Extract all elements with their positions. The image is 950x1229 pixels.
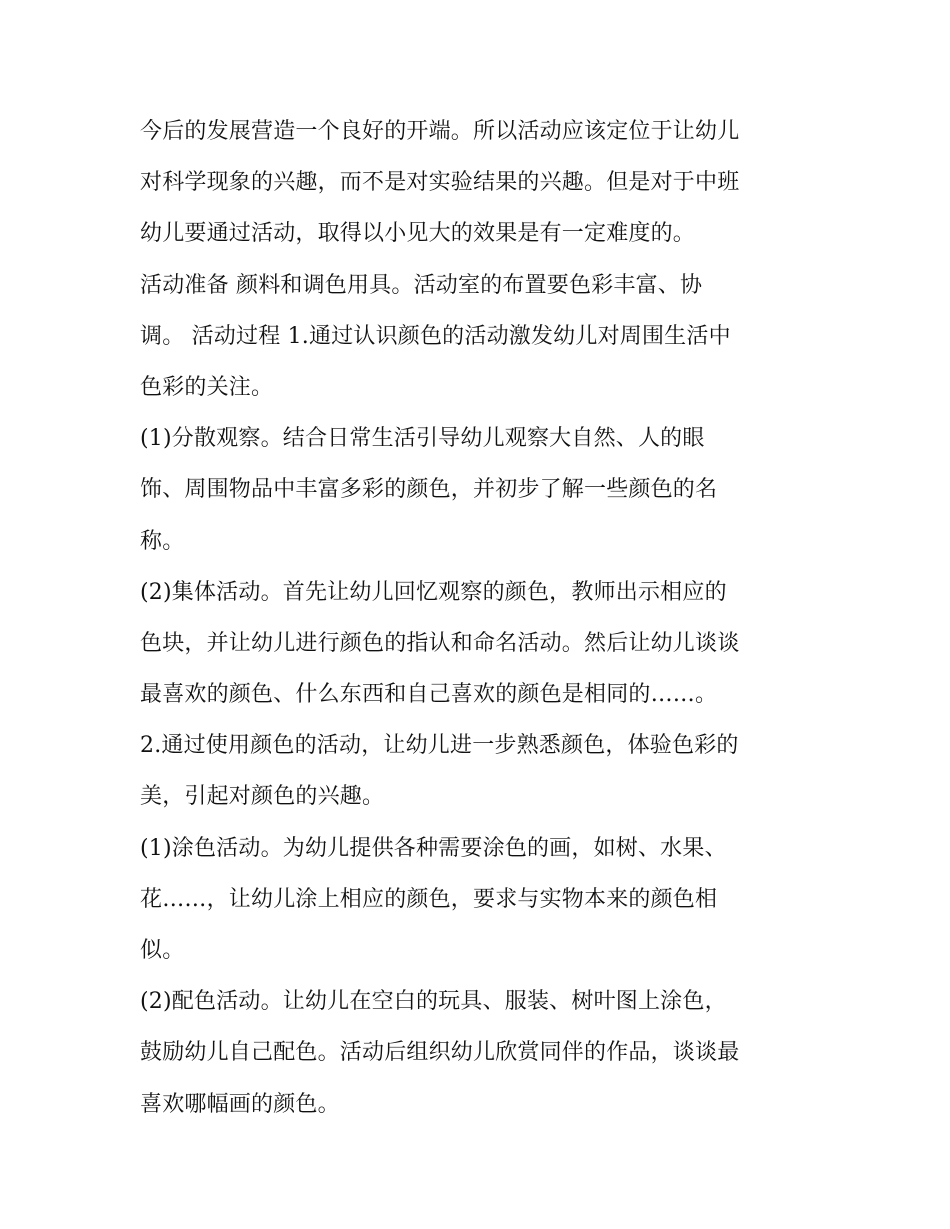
- text-line: 活动准备 颜料和调色用具。活动室的布置要色彩丰富、协: [140, 272, 703, 298]
- text-line: 调。 活动过程 1.通过认识颜色的活动激发幼儿对周围生活中: [140, 323, 731, 349]
- text-line: 称。: [140, 528, 185, 554]
- text-line: (2)集体活动。首先让幼儿回忆观察的颜色，教师出示相应的: [140, 579, 727, 605]
- text-line: 花……，让幼儿涂上相应的颜色，要求与实物本来的颜色相: [140, 886, 718, 912]
- text-line: 饰、周围物品中丰富多彩的颜色，并初步了解一些颜色的名: [140, 477, 718, 503]
- text-line: 2.通过使用颜色的活动，让幼儿进一步熟悉颜色，体验色彩的: [140, 733, 739, 759]
- text-line: 美，引起对颜色的兴趣。: [140, 784, 385, 810]
- text-line: 今后的发展营造一个良好的开端。所以活动应该定位于让幼儿: [140, 119, 740, 144]
- text-line: 色彩的关注。: [140, 374, 274, 400]
- text-line: 最喜欢的颜色、什么东西和自己喜欢的颜色是相同的……。: [140, 682, 718, 708]
- text-line: 喜欢哪幅画的颜色。: [140, 1091, 340, 1117]
- text-line: (2)配色活动。让幼儿在空白的玩具、服装、树叶图上涂色，: [140, 989, 727, 1015]
- text-line: 幼儿要通过活动，取得以小见大的效果是有一定难度的。: [140, 221, 696, 247]
- text-line: (1)分散观察。结合日常生活引导幼儿观察大自然、人的眼: [140, 426, 705, 452]
- text-line: (1)涂色活动。为幼儿提供各种需要涂色的画，如树、水果、: [140, 835, 727, 861]
- text-line: 鼓励幼儿自己配色。活动后组织幼儿欣赏同伴的作品，谈谈最: [140, 1040, 740, 1066]
- text-line: 色块，并让幼儿进行颜色的指认和命名活动。然后让幼儿谈谈: [140, 630, 740, 656]
- body-text: [140, 106, 820, 1130]
- text-line: 似。: [140, 938, 185, 963]
- text-line: 对科学现象的兴趣，而不是对实验结果的兴趣。但是对于中班: [140, 170, 740, 196]
